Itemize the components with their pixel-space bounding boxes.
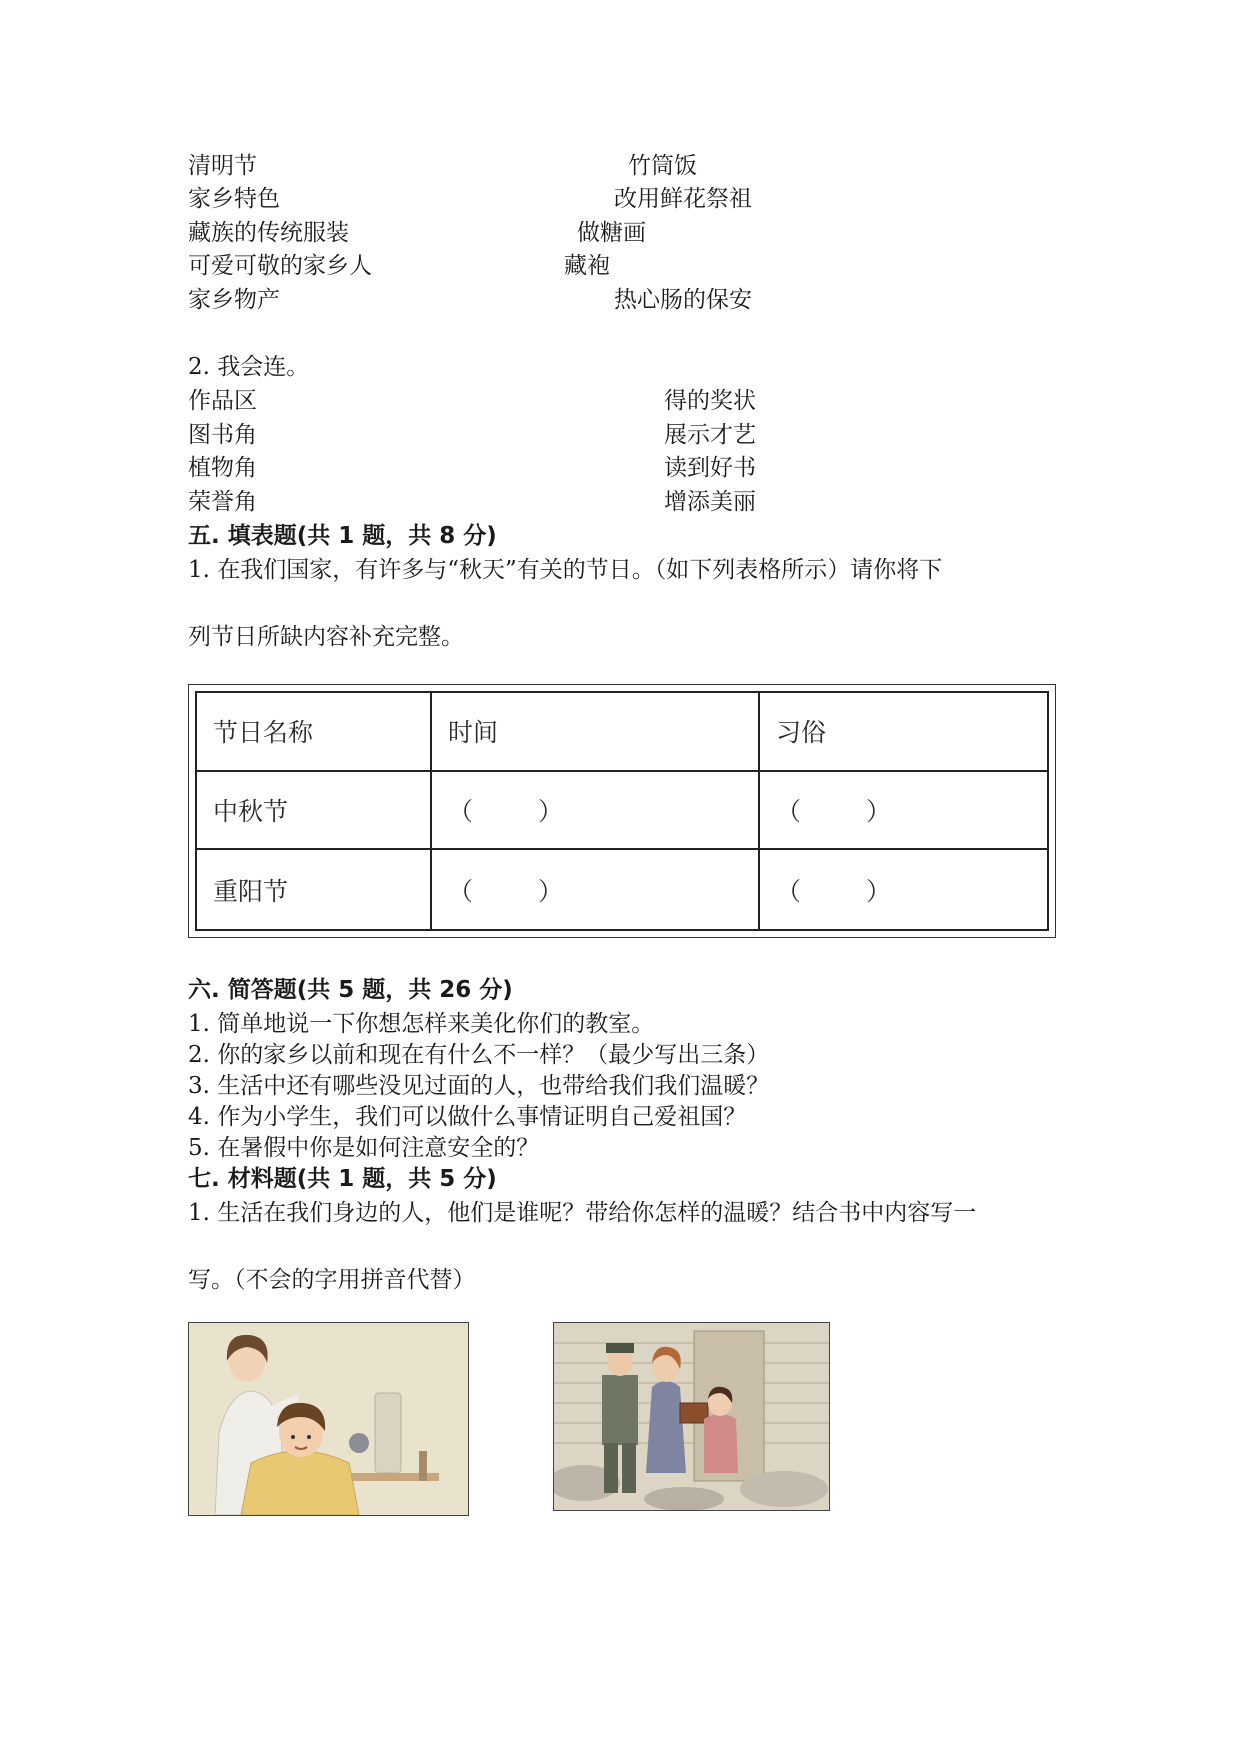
haircut-illustration — [188, 1322, 469, 1516]
section7-q1-line2: 写。（不会的字用拼音代替） — [188, 1267, 476, 1293]
festival-name-cell: 中秋节 — [196, 771, 431, 850]
match2-left-3: 植物角 — [188, 455, 257, 481]
section6-question-3: 3. 生活中还有哪些没见过面的人，也带给我们我们温暖？ — [188, 1073, 770, 1099]
header-custom: 习俗 — [759, 692, 1048, 771]
match2-right-2: 展示才艺 — [664, 422, 756, 448]
section7-heading: 七. 材料题(共 1 题，共 5 分) — [188, 1166, 497, 1192]
section6-question-4: 4. 作为小学生，我们可以做什么事情证明自己爱祖国？ — [188, 1104, 747, 1130]
section7-q1-line1: 1. 生活在我们身边的人，他们是谁呢？带给你怎样的温暖？结合书中内容写一 — [188, 1200, 977, 1226]
festival-name-cell: 重阳节 — [196, 849, 431, 930]
close-paren: ） — [866, 876, 892, 906]
match1-right-4: 藏袍 — [564, 253, 610, 279]
table-row — [196, 771, 1048, 850]
close-paren: ） — [866, 796, 892, 826]
open-paren: （ — [776, 876, 802, 906]
match1-right-3: 做糖画 — [577, 220, 646, 246]
open-paren: （ — [448, 876, 474, 906]
open-paren: （ — [776, 796, 802, 826]
section5-q1-line2: 列节日所缺内容补充完整。 — [188, 624, 464, 650]
match1-left-5: 家乡物产 — [188, 287, 280, 313]
section5-heading: 五. 填表题(共 1 题，共 8 分) — [188, 523, 497, 549]
custom-blank-cell[interactable] — [759, 771, 1048, 850]
match2-left-1: 作品区 — [188, 388, 257, 414]
match1-right-2: 改用鲜花祭祖 — [614, 186, 752, 212]
table-header-row — [196, 692, 1048, 771]
header-festival-name: 节日名称 — [196, 692, 431, 771]
postman-illustration — [553, 1322, 830, 1511]
custom-blank-cell[interactable] — [759, 849, 1048, 930]
match2-right-4: 增添美丽 — [664, 489, 756, 515]
match2-right-1: 得的奖状 — [664, 388, 756, 414]
match2-right-3: 读到好书 — [664, 455, 756, 481]
open-paren: （ — [448, 796, 474, 826]
match1-left-4: 可爱可敬的家乡人 — [188, 253, 372, 279]
match2-left-4: 荣誉角 — [188, 489, 257, 515]
match2-title: 2. 我会连。 — [188, 354, 310, 380]
match1-right-5: 热心肠的保安 — [614, 287, 752, 313]
time-blank-cell[interactable] — [431, 771, 759, 850]
match2-left-2: 图书角 — [188, 422, 257, 448]
close-paren: ） — [538, 796, 564, 826]
match1-left-1: 清明节 — [188, 153, 257, 179]
table-row — [196, 849, 1048, 930]
header-time: 时间 — [431, 692, 759, 771]
section5-q1-line1: 1. 在我们国家，有许多与“秋天”有关的节日。（如下列表格所示）请你将下 — [188, 557, 943, 583]
time-blank-cell[interactable] — [431, 849, 759, 930]
section6-question-1: 1. 简单地说一下你想怎样来美化你们的教室。 — [188, 1011, 655, 1037]
section6-question-2: 2. 你的家乡以前和现在有什么不一样？（最少写出三条） — [188, 1042, 770, 1068]
festival-table — [195, 691, 1049, 931]
section6-question-5: 5. 在暑假中你是如何注意安全的？ — [188, 1135, 540, 1161]
match1-left-2: 家乡特色 — [188, 186, 280, 212]
match1-right-1: 竹筒饭 — [628, 153, 697, 179]
close-paren: ） — [538, 876, 564, 906]
match1-left-3: 藏族的传统服装 — [188, 220, 349, 246]
section6-heading: 六. 简答题(共 5 题，共 26 分) — [188, 977, 513, 1003]
